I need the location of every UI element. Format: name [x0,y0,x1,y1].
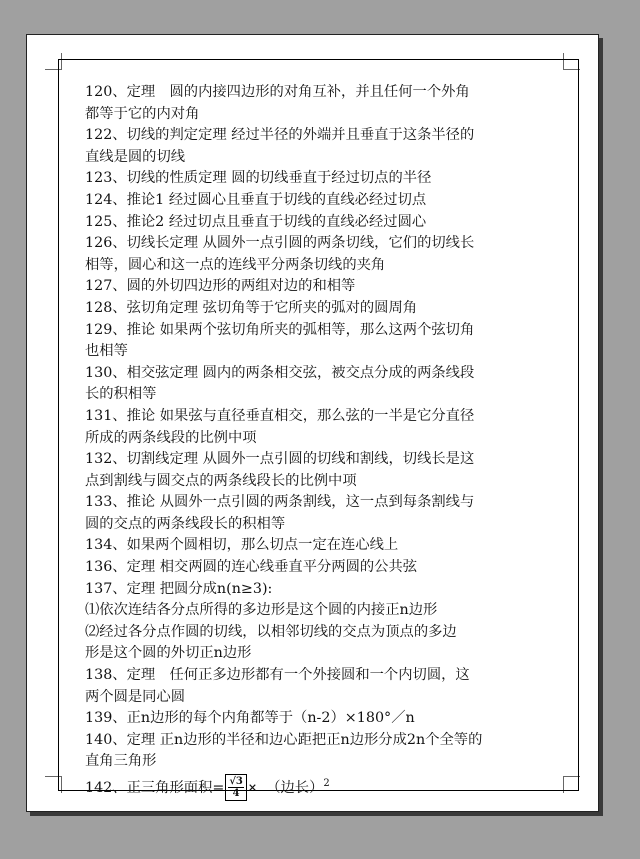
text-line: 所成的两条线段的比例中项 [85,429,257,446]
text-line: 124、推论1 经过圆心且垂直于切线的直线必经过切点 [85,191,427,208]
text-line: 134、如果两个圆相切，那么切点一定在连心线上 [85,537,399,554]
text-line: 123、切线的性质定理 圆的切线垂直于经过切点的半径 [85,170,432,187]
text-line: 都等于它的内对角 [85,105,200,122]
text-line: 125、推论2 经过切点且垂直于切线的直线必经过圆心 [85,213,427,230]
fraction-numerator: √3 [229,776,243,788]
text-line: 137、定理 把圆分成n(n≥3): [85,580,273,597]
area-formula-line [85,773,575,801]
sqrt3-over-4-fraction [225,774,247,801]
text-frame [58,59,579,800]
text-line: 129、推论 如果两个弦切角所夹的弧相等，那么这两个弦切角 [85,321,475,338]
theorem-list [85,82,575,801]
text-line: 圆的交点的两条线段长的积相等 [85,515,286,532]
document-page [26,34,599,812]
text-line: 132、切割线定理 从圆外一点引圆的切线和割线，切线长是这 [85,451,475,468]
text-line: 126、切线长定理 从圆外一点引圆的两条切线，它们的切线长 [85,235,475,252]
text-line: 直线是圆的切线 [85,148,186,165]
formula-suffix: （边长） [266,779,324,796]
text-line: 127、圆的外切四边形的两组对边的和相等 [85,278,356,295]
text-line: 133、推论 从圆外一点引圆的两条割线，这一点到每条割线与 [85,494,475,511]
text-line: 139、正n边形的每个内角都等于（n-2）×180°／n [85,710,415,727]
text-line: 140、定理 正n边形的半径和边心距把正n边形分成2n个全等的 [85,731,483,748]
text-line: 120、定理 圆的内接四边形的对角互补，并且任何一个外角 [85,84,470,100]
text-line: 也相等 [85,343,128,360]
text-line: 长的积相等 [85,386,157,403]
text-line: 122、切线的判定定理 经过半径的外端并且垂直于这条半径的 [85,127,475,144]
text-line: 138、定理 任何正多边形都有一个外接圆和一个内切圆，这 [85,667,470,684]
text-line: 128、弦切角定理 弦切角等于它所夹的弧对的圆周角 [85,299,418,316]
text-line: 点到割线与圆交点的两条线段长的比例中项 [85,472,357,489]
text-line: ⑴依次连结各分点所得的多边形是这个圆的内接正n边形 [85,602,438,619]
text-line: 136、定理 相交两圆的连心线垂直平分两圆的公共弦 [85,559,418,576]
text-line: 形是这个圆的外切正n边形 [85,645,252,662]
fraction-denominator: 4 [232,788,240,800]
times-sign: × [247,780,258,794]
text-line: 两个圆是同心圆 [85,688,186,705]
text-line: 直角三角形 [85,753,157,770]
text-line: 相等，圆心和这一点的连线平分两条切线的夹角 [85,256,386,273]
text-line: ⑵经过各分点作圆的切线，以相邻切线的交点为顶点的多边 [85,623,457,640]
formula-exponent: 2 [323,778,330,789]
formula-prefix: 142、正三角形面积= [85,779,225,796]
text-line: 130、相交弦定理 圆内的两条相交弦，被交点分成的两条线段 [85,364,475,381]
text-line: 131、推论 如果弦与直径垂直相交，那么弦的一半是它分直径 [85,407,475,424]
